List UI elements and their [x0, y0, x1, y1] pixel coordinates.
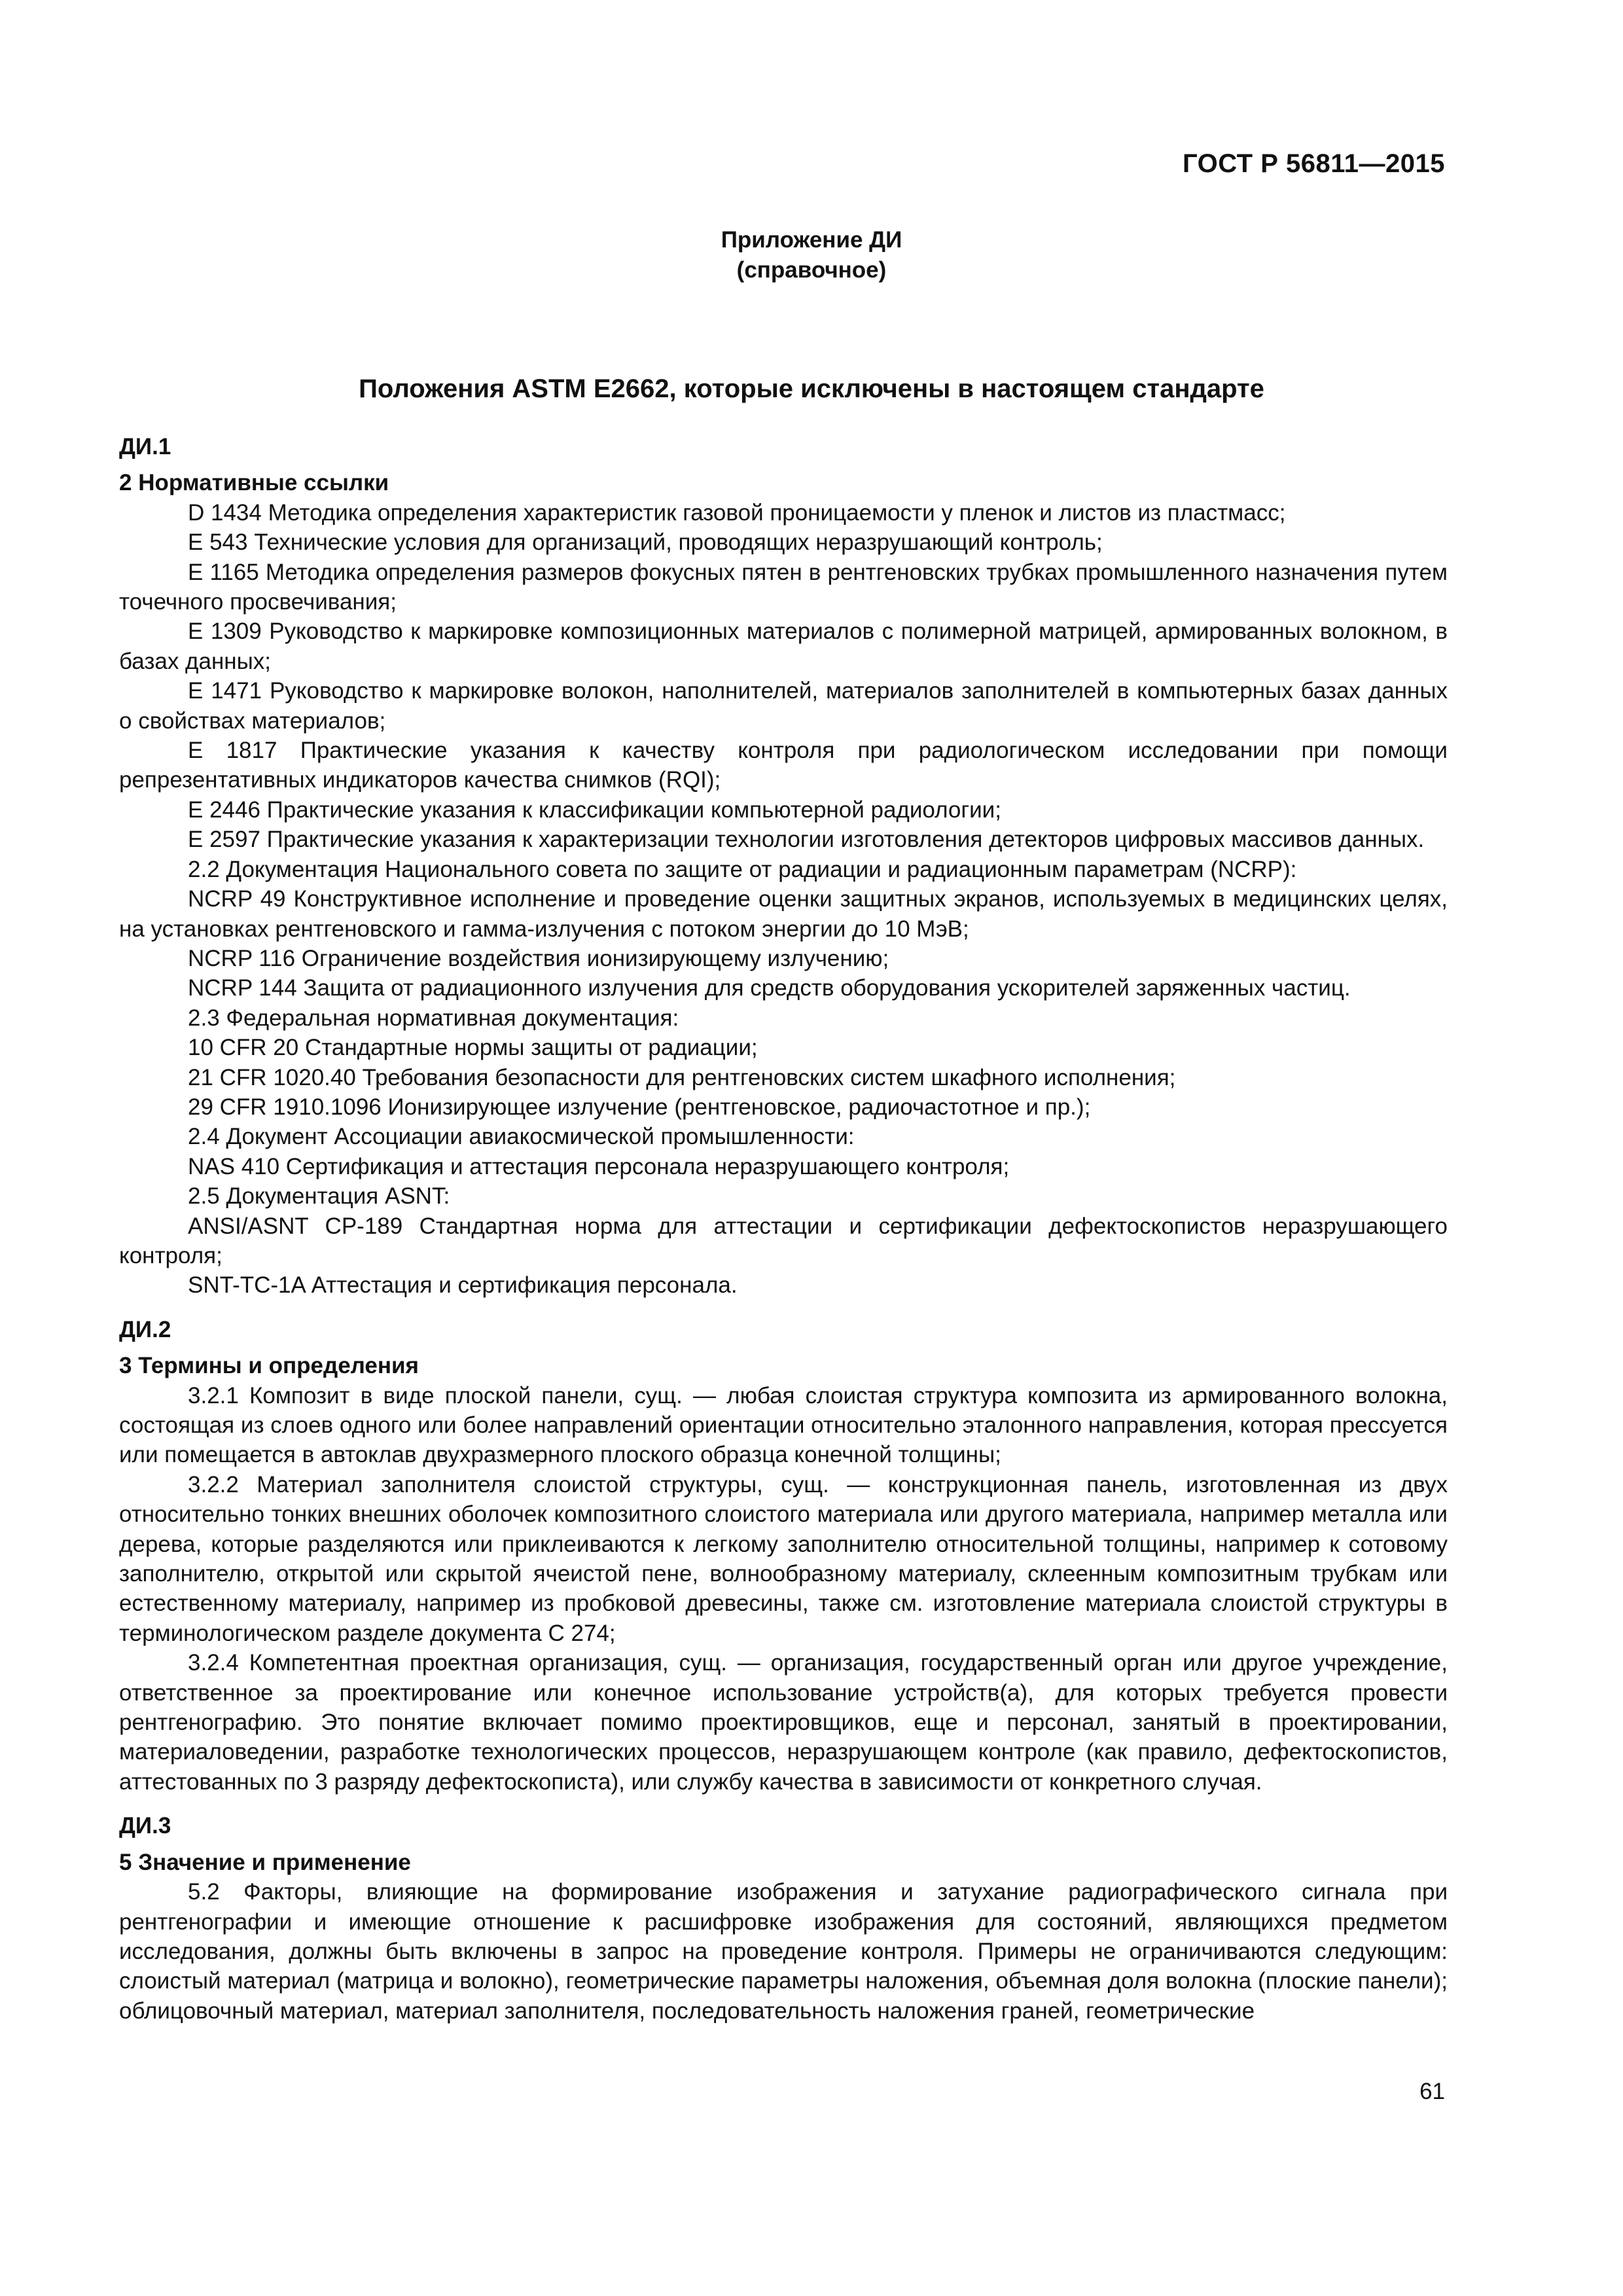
section-id: ДИ.2 — [119, 1316, 171, 1342]
section — [119, 1811, 1448, 2026]
paragraph: NCRP 49 Конструктивное исполнение и проведение оценки защитных экранов, используемых в медицинских целях, на установках рентгеновского и гамма-излучения с потоком энергии до 10 МэВ; — [119, 886, 1448, 942]
section — [119, 1315, 1448, 1797]
section — [119, 432, 1448, 1300]
paragraph: E 543 Технические условия для организаций, проводящих неразрушающий контроль; — [188, 529, 1103, 556]
paragraph: 2.2 Документация Национального совета по защите от радиации и радиационным параметрам (NCRP): — [188, 856, 1297, 882]
paragraph: 2.5 Документация ASNT: — [188, 1183, 450, 1210]
paragraph: D 1434 Методика определения характеристик газовой проницаемости у пленок и листов из пластмасс; — [188, 499, 1286, 526]
paragraph: 10 CFR 20 Стандартные нормы защиты от радиации; — [188, 1035, 758, 1061]
paragraph: SNT-TC-1A Аттестация и сертификация персонала. — [188, 1272, 738, 1299]
paragraph: 2.4 Документ Ассоциации авиакосмической промышленности: — [188, 1124, 855, 1150]
paragraph: 21 CFR 1020.40 Требования безопасности для рентгеновских систем шкафного исполнения; — [188, 1064, 1176, 1090]
paragraph: 3.2.2 Материал заполнителя слоистой структуры, сущ. — конструкционная панель, изготовленная из двух относительно тонких внешних оболочек композитного слоистого материала или другого материала, например металла или дерева, которые разделяются или приклеиваются к легкому заполнителю относительной толщины, например к сотовому заполнителю, открытой или скрытой ячеистой пене, волнообразному материалу, склеенным композитным трубкам или естественному материалу, например из пробковой древесины, также см. изготовление материала слоистой структуры в терминологическом разделе документа С 274; — [119, 1471, 1448, 1646]
paragraph: E 2597 Практические указания к характеризации технологии изготовления детекторов цифровых массивов данных. — [188, 827, 1425, 853]
section-title: 3 Термины и определения — [119, 1353, 419, 1379]
paragraph: E 1309 Руководство к маркировке композиционных материалов с полимерной матрицей, армированных волокном, в базах данных; — [119, 619, 1448, 674]
paragraph: NAS 410 Сертификация и аттестация персонала неразрушающего контроля; — [188, 1153, 1010, 1179]
section-title: 5 Значение и применение — [119, 1849, 411, 1875]
paragraph: NCRP 116 Ограничение воздействия ионизирующему излучению; — [188, 945, 889, 971]
page-number: 61 — [1419, 2079, 1445, 2104]
annex-title: Положения ASTM E2662, которые исключены в настоящем стандарте — [359, 374, 1264, 403]
paragraph: E 1471 Руководство к маркировке волокон, наполнителей, материалов заполнителей в компьютерных базах данных о свойствах материалов; — [119, 678, 1448, 734]
paragraph: 5.2 Факторы, влияющие на формирование изображения и затухание радиографического сигнала при рентгенографии и имеющие отношение к расшифровке изображения для состояний, являющихся предметом исследования, должны быть включены в запрос на проведение контроля. Примеры не ограничиваются следующим: слоистый материал (матрица и волокно), геометрические параметры наложения, объемная доля волокна (плоские панели); облицовочный материал, материал заполнителя, последовательность наложения граней, геометрические — [119, 1879, 1448, 2024]
paragraph: E 2446 Практические указания к классификации компьютерной радиологии; — [188, 797, 1001, 823]
paragraph: E 1817 Практические указания к качеству контроля при радиологическом исследовании при помощи репрезентативных индикаторов качества снимков (RQI); — [119, 738, 1448, 793]
paragraph: 29 CFR 1910.1096 Ионизирующее излучение (рентгеновское, радиочастотное и пр.); — [188, 1094, 1091, 1120]
annex-heading — [0, 225, 1623, 285]
paragraph: 3.2.1 Композит в виде плоской панели, сущ. — любая слоистая структура композита из армированного волокна, состоящая из слоев одного или более направлений ориентации относительно эталонного направления, которая прессуется или помещается в автоклав двухразмерного плоского образца конечной толщины; — [119, 1382, 1448, 1468]
document-code: ГОСТ Р 56811—2015 — [1183, 149, 1445, 178]
annex-label: Приложение ДИ — [721, 227, 902, 253]
annex-kind: (справочное) — [736, 257, 887, 283]
paragraph: 2.3 Федеральная нормативная документация: — [188, 1005, 679, 1031]
section-title: 2 Нормативные ссылки — [119, 470, 389, 496]
paragraph: ANSI/ASNT CP-189 Стандартная норма для аттестации и сертификации дефектоскопистов неразрушающего контроля; — [119, 1213, 1448, 1268]
section-id: ДИ.3 — [119, 1813, 171, 1839]
document-body — [119, 432, 1448, 2026]
paragraph: E 1165 Методика определения размеров фокусных пятен в рентгеновских трубках промышленного назначения путем точечного просвечивания; — [119, 559, 1448, 615]
section-id: ДИ.1 — [119, 434, 171, 459]
paragraph: 3.2.4 Компетентная проектная организация, сущ. — организация, государственный орган или другое учреждение, ответственное за проектирование или конечное использование устройств(а), для которых требуется провести рентгенографию. Это понятие включает помимо проектировщиков, еще и персонал, занятый в проектировании, материаловедении, разработке технологических процессов, неразрушающем контроле (как правило, дефектоскопистов, аттестованных по 3 разряду дефектоскописта), или службу качества в зависимости от конкретного случая. — [119, 1650, 1448, 1795]
paragraph: NCRP 144 Защита от радиационного излучения для средств оборудования ускорителей заряженных частиц. — [188, 975, 1351, 1001]
